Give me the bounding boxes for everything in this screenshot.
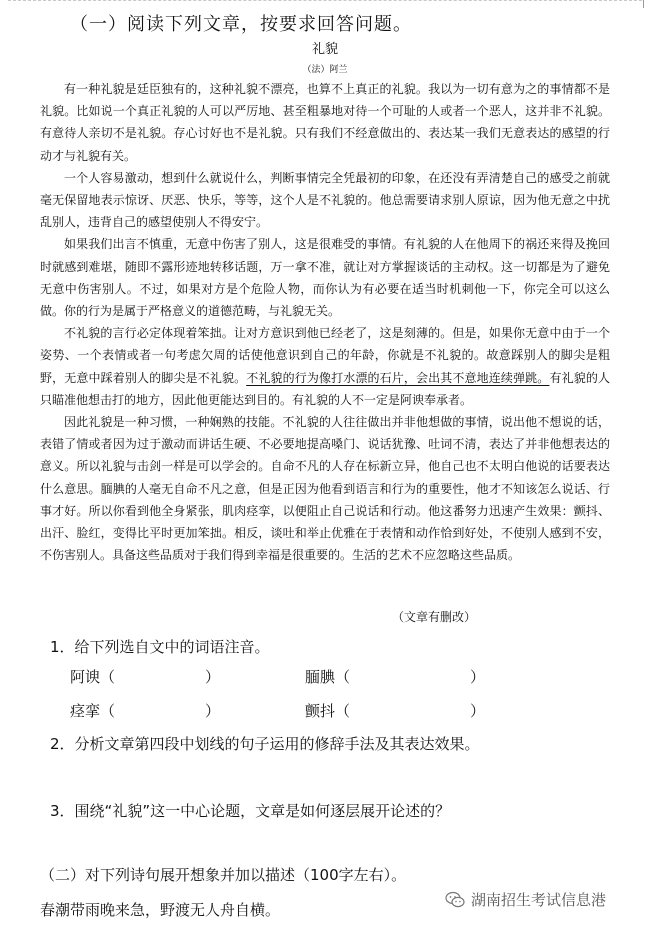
top-dashed-rule	[8, 0, 642, 2]
wechat-icon	[445, 891, 465, 909]
paragraph-4-part-b: 有礼貌的人只瞄准他想击打的地方，因此他更能达到目的。有礼貌的人不一定是阿谀奉承者。	[40, 370, 610, 407]
question-3: 3．围绕“礼貌”这一中心论题，文章是如何逐层展开论述的？	[50, 802, 451, 820]
section-two-title: （二）对下列诗句展开想象并加以描述（100字左右）。	[40, 866, 407, 884]
article-paragraph-4	[40, 322, 610, 411]
article-body	[40, 78, 610, 566]
poem-line: 春潮带雨晚来急，野渡无人舟自横。	[40, 901, 281, 919]
article-paragraph-5: 因此礼貌是一种习惯，一种娴熟的技能。不礼貌的人往往做出并非他想做的事情，说出他不想说的话，表错了情或者因为过于激动而讲话生硬、不必要地提高嗓门、说话犹豫、吐词不清，表达了并非他想表达的意义。所以礼貌与击剑一样是可以学会的。自命不凡的人存在标新立异，他自己也不太明白他说的话要表达什么意思。腼腆的人毫无自命不凡之意，但是正因为他看到语言和行为的重要性，他才不知该怎么说话、行事才好。所以你看到他全身紧张，肌肉痉挛，以便阻止自己说话和行动。他这番努力迅速产生效果：颤抖、出汗、脸红，变得比平时更加笨拙。相反，谈吐和举止优雅在于表情和动作恰到好处，不使别人感到不安，不伤害别人。具备这些品质对于我们得到幸福是很重要的。生活的艺术不应忽略这些品质。	[40, 415, 610, 563]
watermark-text: 湖南招生考试信息港	[471, 891, 607, 909]
section-one-title: （一）阅读下列文章，按要求回答问题。	[70, 14, 412, 35]
paragraph-4-part-a: 不礼貌的言行必定体现着笨拙。让对方意识到他已经老了，这是刻薄的。但是，如果你无意中由于一个姿势、一个表情或者一句考虑欠周的话使他意识到自己的年龄，你就是不礼貌的。故意踩别人的脚尖是粗野，无意中踩着别人的脚尖是不礼貌。	[40, 326, 610, 385]
article-paragraph-1: 有一种礼貌是廷臣独有的，这种礼貌不漂亮，也算不上真正的礼貌。我以为一切有意为之的事情都不是礼貌。比如说一个真正礼貌的人可以严厉地、甚至粗暴地对待一个可耻的人或者一个恶人，这并非不礼貌。有意待人亲切不是礼貌。存心讨好也不是礼貌。只有我们不经意做出的、表达某一我们无意表达的感望的行动才与礼貌有关。	[40, 82, 610, 163]
watermark	[445, 889, 606, 910]
underlined-sentence: 不礼貌的行为像打水漂的石片，会出其不意地连续弹跳。	[246, 370, 550, 385]
question-2: 2．分析文章第四段中划线的句子运用的修辞手法及其表达效果。	[50, 735, 480, 753]
vocab-item-3: 痉挛（ ）	[70, 702, 221, 720]
vocab-item-2: 腼腆（ ）	[305, 668, 486, 686]
article-title: 礼貌	[311, 42, 338, 57]
corner-mark	[643, 0, 644, 8]
article-author: （法）阿兰	[302, 65, 348, 75]
vocab-item-1: 阿谀（ ）	[70, 668, 221, 686]
article-paragraph-3: 如果我们出言不慎重，无意中伤害了别人，这是很难受的事情。有礼貌的人在他周下的祸还来得及挽回时就感到难堪，随即不露形迹地转移话题，万一拿不准，就让对方掌握谈话的主动权。这一切都是为了避免无意中伤害别人。不过，如果对方是个危险人物，而你认为有必要在适当时机刺他一下，你完全可以这么做。你的行为是属于严格意义的道德范畴，与礼貌无关。	[40, 237, 610, 319]
article-paragraph-2: 一个人容易激动，想到什么就说什么，判断事情完全凭最初的印象，在还没有弄清楚自己的感受之前就毫无保留地表示惊讶、厌恶、快乐，等等，这个人是不礼貌的。他总需要请求别人原谅，因为他无意之中扰乱别人，违背自己的感望使别人不得安宁。	[40, 170, 610, 230]
question-1: 1．给下列选自文中的词语注音。	[50, 638, 270, 656]
vocab-item-4: 颤抖（ ）	[305, 702, 486, 720]
edit-note: （文章有删改）	[392, 610, 477, 624]
